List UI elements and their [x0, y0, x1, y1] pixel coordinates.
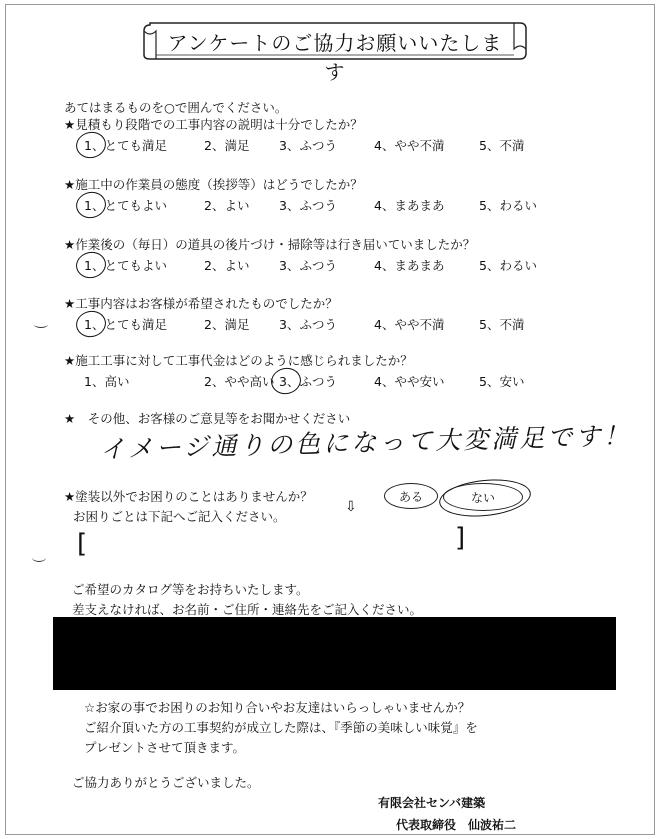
answer-option[interactable]: 3、ふつう — [279, 374, 337, 389]
selected-circle-mark — [74, 249, 109, 281]
answer-option[interactable]: 2、やや高い — [204, 374, 275, 389]
selected-circle-mark — [74, 308, 109, 340]
survey-page — [5, 4, 655, 835]
question-text: ★作業後の（毎日）の道具の後片づけ・掃除等は行き届いていましたか？ — [64, 237, 476, 252]
handwritten-comment: イメージ通りの色になって大変満足です！ — [99, 421, 632, 464]
option-yes-label: ある — [399, 490, 424, 504]
trouble-question: ★塗装以外でお困りのことはありませんか？ — [64, 489, 313, 504]
answer-option[interactable]: 3、ふつう — [279, 138, 337, 153]
answer-option[interactable]: 1、とてもよい — [84, 258, 167, 273]
company-name: 有限会社センバ建築 — [378, 796, 486, 810]
answer-option[interactable]: 1、とても満足 — [84, 317, 167, 332]
selected-circle-mark — [269, 365, 304, 397]
page-title: アンケートのご協力お願いいたします — [167, 31, 503, 84]
referral-line-2: ご紹介頂いた方の工事契約が成立した際は、『季節の美味しい味覚』を — [84, 720, 478, 735]
answer-option[interactable]: 2、よい — [204, 258, 250, 273]
catalog-line-2: 差支えなければ、お名前・ご住所・連絡先をご記入ください。 — [72, 602, 423, 617]
referral-line-3: プレゼントさせて頂きます。 — [84, 740, 246, 755]
answer-option[interactable]: 4、やや不満 — [374, 317, 445, 332]
stray-pen-mark — [32, 553, 46, 562]
answer-option[interactable]: 4、やや安い — [374, 374, 445, 389]
answer-box-left-bracket: [ — [77, 529, 88, 559]
answer-option[interactable]: 5、わるい — [479, 198, 537, 213]
question-text: ★工事内容はお客様が希望されたものでしたか？ — [64, 296, 338, 311]
answer-box-right-bracket: ] — [455, 523, 466, 553]
answer-option[interactable]: 1、高い — [84, 374, 130, 389]
answer-option[interactable]: 2、満足 — [204, 317, 250, 332]
trouble-answer-area[interactable] — [86, 537, 451, 567]
answer-option[interactable]: 3、ふつう — [279, 198, 337, 213]
question-text: ★施工中の作業員の態度（挨拶等）はどうでしたか？ — [64, 177, 363, 192]
answer-option[interactable]: 4、やや不満 — [374, 138, 445, 153]
answer-option[interactable]: 3、ふつう — [279, 258, 337, 273]
question-text: ★見積もり段階での工事内容の説明は十分でしたか？ — [64, 117, 363, 132]
answer-option[interactable]: 4、まあまあ — [374, 258, 445, 273]
selected-circle-mark — [74, 129, 109, 161]
catalog-line-1: ご希望のカタログ等をお持ちいたします。 — [72, 582, 309, 597]
answer-option[interactable]: 5、わるい — [479, 258, 537, 273]
answer-option[interactable]: 2、満足 — [204, 138, 250, 153]
trouble-instruction: お困りごとは下記へご記入ください。 — [73, 509, 286, 524]
redacted-contact-info — [53, 617, 616, 690]
answer-option[interactable]: 1、とても満足 — [84, 138, 167, 153]
referral-line-1: ☆お家の事でお困りのお知り合いやお友達はいらっしゃいませんか？ — [84, 700, 471, 715]
answer-option[interactable]: 1、とてもよい — [84, 198, 167, 213]
answer-option[interactable]: 2、よい — [204, 198, 250, 213]
option-no-label: ない — [471, 491, 496, 505]
stray-pen-mark — [34, 321, 48, 328]
thanks-text: ご協力ありがとうございました。 — [72, 775, 260, 790]
answer-option[interactable]: 3、ふつう — [279, 317, 337, 332]
down-arrow-icon: ⇩ — [345, 499, 357, 515]
intro-text: あてはまるものを○で囲んでください。 — [64, 100, 288, 115]
answer-option[interactable]: 4、まあまあ — [374, 198, 445, 213]
question-text: ★施工工事に対して工事代金はどのように感じられましたか？ — [64, 353, 413, 368]
answer-option[interactable]: 5、安い — [479, 374, 525, 389]
representative-name: 代表取締役 仙波祐二 — [396, 818, 517, 832]
selected-circle-mark — [74, 189, 109, 221]
comments-prompt: ★ その他、お客様のご意見等をお聞かせください — [64, 411, 351, 426]
title-banner — [140, 19, 530, 84]
answer-option[interactable]: 5、不満 — [479, 138, 525, 153]
answer-option[interactable]: 5、不満 — [479, 317, 525, 332]
